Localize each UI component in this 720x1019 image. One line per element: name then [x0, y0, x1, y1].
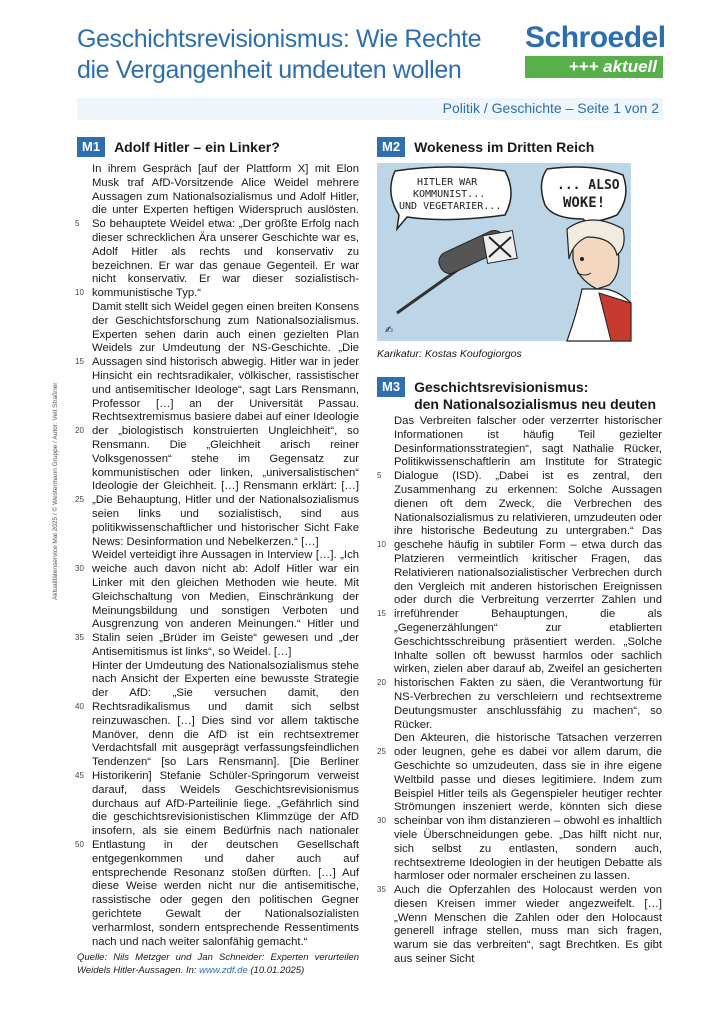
m3-title-line: den Nationalsozialismus neu deuten	[414, 396, 656, 412]
m2-title: Wokeness im Dritten Reich	[414, 139, 595, 155]
sidebar-note: Aktualitätenservice Mai 2025 / © Westermann Gruppe / Autor: Veit Straßner	[52, 382, 59, 600]
bubble-text: ... ALSO	[557, 178, 620, 193]
m3-title-line: Geschichtsrevisionismus:	[414, 379, 589, 395]
source-date: (10.01.2025)	[247, 965, 305, 977]
breadcrumb: Politik / Geschichte – Seite 1 von 2	[442, 100, 659, 116]
line-number: 40	[75, 702, 84, 711]
line-number: 15	[377, 609, 386, 618]
bubble-text: KOMMUNIST...	[413, 189, 486, 200]
line-number: 50	[75, 840, 84, 849]
m3-header	[377, 377, 663, 413]
m2-header	[377, 137, 663, 157]
bubble-text: WOKE!	[563, 195, 606, 211]
cartoon-image	[377, 163, 631, 341]
line-number: 10	[75, 288, 84, 297]
bubble-text: UND VEGETARIER...	[399, 201, 502, 212]
source-text: Quelle: Nils Metzger und Jan Schneider: Experten verurteilen Weidels Hitler-Aussagen. In:	[77, 952, 359, 977]
m3-paragraph: Den Akteuren, die historische Tatsachen verzerren oder leugnen, gehe es dabei vor allem darum, die Geschichte so umzudeuten, dass sie in ihre eigene Weltbild passe und dieses legitimiere. Indem zum Beispiel Hitler teils als Gegenspieler heutiger rechter Strömungen inszeniert werde, könnten sich diese scheinbar von ihm distanzieren – obwohl es inhaltlich viele Überschneidungen gebe. „Das hilft nicht nur, sich selbst zu entlasten, sondern auch, rechtsextreme Ideologien in der heutigen Debatte als harmloser oder normaler erscheinen zu lassen.	[394, 732, 662, 883]
line-number: 30	[377, 816, 386, 825]
m2-badge: M2	[377, 137, 405, 157]
page-title: Geschichtsrevisionismus: Wie Rechte die Vergangenheit umdeuten wollen	[77, 25, 482, 84]
line-number: 30	[75, 564, 84, 573]
m1-paragraph: Weidel verteidigt ihre Aussagen in Interview […]. „Ich weiche auch davon nicht ab: Adolf Hitler war ein Linker mit den gleichen Methoden wie heute. Mit Gleichschaltung von Medien, Einschränkung der Meinungsbildung und sonstigen Verboten und Ausgrenzung von anderen Meinungen.“ Hitler und Stalin seien „Brüder im Geiste“ gewesen und „der Antisemitismus ist links“, so Weidel. […]	[92, 549, 359, 658]
m3-badge: M3	[377, 377, 405, 397]
line-number: 15	[75, 357, 84, 366]
cartoon-caption: Karikatur: Kostas Koufogiorgos	[377, 348, 522, 360]
line-number: 45	[75, 771, 84, 780]
brand-name: Schroedel	[525, 21, 666, 54]
svg-text:✍: ✍	[385, 325, 394, 336]
m3-paragraph: Auch die Opferzahlen des Holocaust werden von diesen Kreisen immer wieder angezweifelt. […] „Wenn Menschen die Zahlen oder den Holocaust generell infrage stellen, muss man sich fragen, warum sie das verbreiten“, sagt Brechtken. Es gibt aus seiner Sicht	[394, 884, 662, 966]
line-number: 25	[377, 747, 386, 756]
line-number: 5	[377, 471, 382, 480]
line-number: 35	[75, 633, 84, 642]
m1-paragraph: Damit stellt sich Weidel gegen einen breiten Konsens der Geschichtsforschung zum Nationalsozialismus. Experten sehen darin auch einen gezielten Plan Weidels zur Umdeutung der NS-Geschichte. „Die Aussagen sind historisch abwegig. Hitler war in jeder Hinsicht ein rechtsradikaler, völkischer, rassistischer und antisemitischer Ideologe“, sagt Lars Rensmann, Professor […] an der Universität Passau. Rechtsextremismus basiere dabei auf einer Ideologie der „biologistisch konstruierten Ungleichheit“, so Rensmann. Die „Gleichheit arisch reiner Volksgenossen“ stehe im Gegensatz zur kommunistischen oder linken, „universalistischen“ Ideologie der Gleichheit. […] Rensmann erklärt: […] „Die Behauptung, Hitler und der Nationalsozialismus seien links und sozialistisch, sind aus politikwissenschaftlicher und historischer Sicht Fake News: Desinformation und Nebelkerzen.“ […]	[92, 300, 359, 548]
line-number: 20	[75, 426, 84, 435]
m1-paragraph: In ihrem Gespräch [auf der Plattform X] mit Elon Musk traf AfD-Vorsitzende Alice Weidel mehrere Aussagen zum Nationalsozialismus und Adolf Hitler, die unter Experten heftigen Widerspruch auslösten. So behauptete Weidel etwa: „Der größte Erfolg nach dieser schrecklichen Ära unserer Geschichte war es, Adolf Hitler als rechts und konservativ zu bezeichnen. Er war das genaue Gegenteil. Er war nicht konservativ. Er war dieser sozialistisch-kommunistische Typ.“	[92, 163, 359, 300]
line-number: 5	[75, 219, 80, 228]
brand-badge: +++ aktuell	[525, 56, 663, 78]
line-number: 35	[377, 885, 386, 894]
brand-logo	[525, 21, 666, 78]
m3-title	[414, 379, 656, 413]
m1-header	[77, 137, 362, 157]
m1-source	[77, 951, 359, 977]
line-number: 10	[377, 540, 386, 549]
m1-paragraph: Hinter der Umdeutung des Nationalsozialismus stehe nach Ansicht der Experten eine bewusste Strategie der AfD: „Sie versuchen damit, den Rechtsradikalismus und damit sich selbst reinzuwaschen. […] Dies sind vor allem taktische Manöver, denn die AfD ist ein rechtsextremer Verdachtsfall mit ausgeprägt verfassungsfeindlichen Tendenzen“ [so Lars Rensmann]. [Die Berliner Historikerin] Stefanie Schüler-Springorum verweist darauf, dass Weidels Geschichtsrevisionismus durchaus auf AfD-Parteilinie liege. „Gefährlich sind die geschichtsrevisionistischen Klimmzüge der AfD insofern, als sie einem Bedürfnis nach nationaler Entlastung in der deutschen Gesellschaft entgegenkommen und daher auch auf entsprechende Resonanz stoßen dürften. […] Auf diese Weise werden nicht nur die antisemitische, rassistische oder gegen den politischen Gegner gerichtete Gewalt der Nationalsozialisten verharmlost, sondern entsprechende Ressentiments nach und nach weiter salonfähig gemacht.“	[92, 659, 359, 948]
line-number: 25	[75, 495, 84, 504]
m3-paragraph: Das Verbreiten falscher oder verzerrter historischer Informationen ist häufig Teil gezielter Desinformationsstrategien“, sagt Nathalie Rücker, Politikwissenschaftlerin am Institute for Strategic Dialogue (ISD). „Dabei ist es zentral, den Zusammenhang zu erkennen: Solche Aussagen dienen oft dem Zweck, die Verbrechen des Nationalsozialismus zu relativieren, umzudeuten oder ihre historische Bedeutung zu untergraben.“ Das geschehe häufig in subtiler Form – etwa durch das Platzieren vermeintlich kritischer Fragen, das Relativieren nationalsozialistischer Verbrechen durch den Vergleich mit anderen historischen Ereignissen oder durch die Verbreitung verzerrter Zahlen und irreführender Behauptungen, die als „Gegenerzählungen“ zur etablierten Geschichtsschreibung präsentiert werden. „Solche Inhalte sollen oft bewusst harmlos oder sachlich wirken, zielen aber darauf ab, Zweifel an gesicherten historischen Fakten zu säen, die Verantwortung für NS-Verbrechen zu verschleiern und rechtsextreme Deutungsmuster anschlussfähig zu machen“, so Rücker.	[394, 415, 662, 731]
breadcrumb-bar	[77, 98, 663, 120]
cartoon-drawing	[377, 163, 631, 341]
bubble-text: HITLER WAR	[417, 177, 478, 188]
m1-section	[77, 137, 362, 157]
m3-body	[394, 415, 662, 966]
source-link[interactable]: www.zdf.de	[199, 965, 248, 977]
m1-badge: M1	[77, 137, 105, 157]
m2-section	[377, 137, 663, 157]
line-number: 20	[377, 678, 386, 687]
m1-title: Adolf Hitler – ein Linker?	[114, 139, 280, 155]
m3-section	[377, 377, 663, 413]
